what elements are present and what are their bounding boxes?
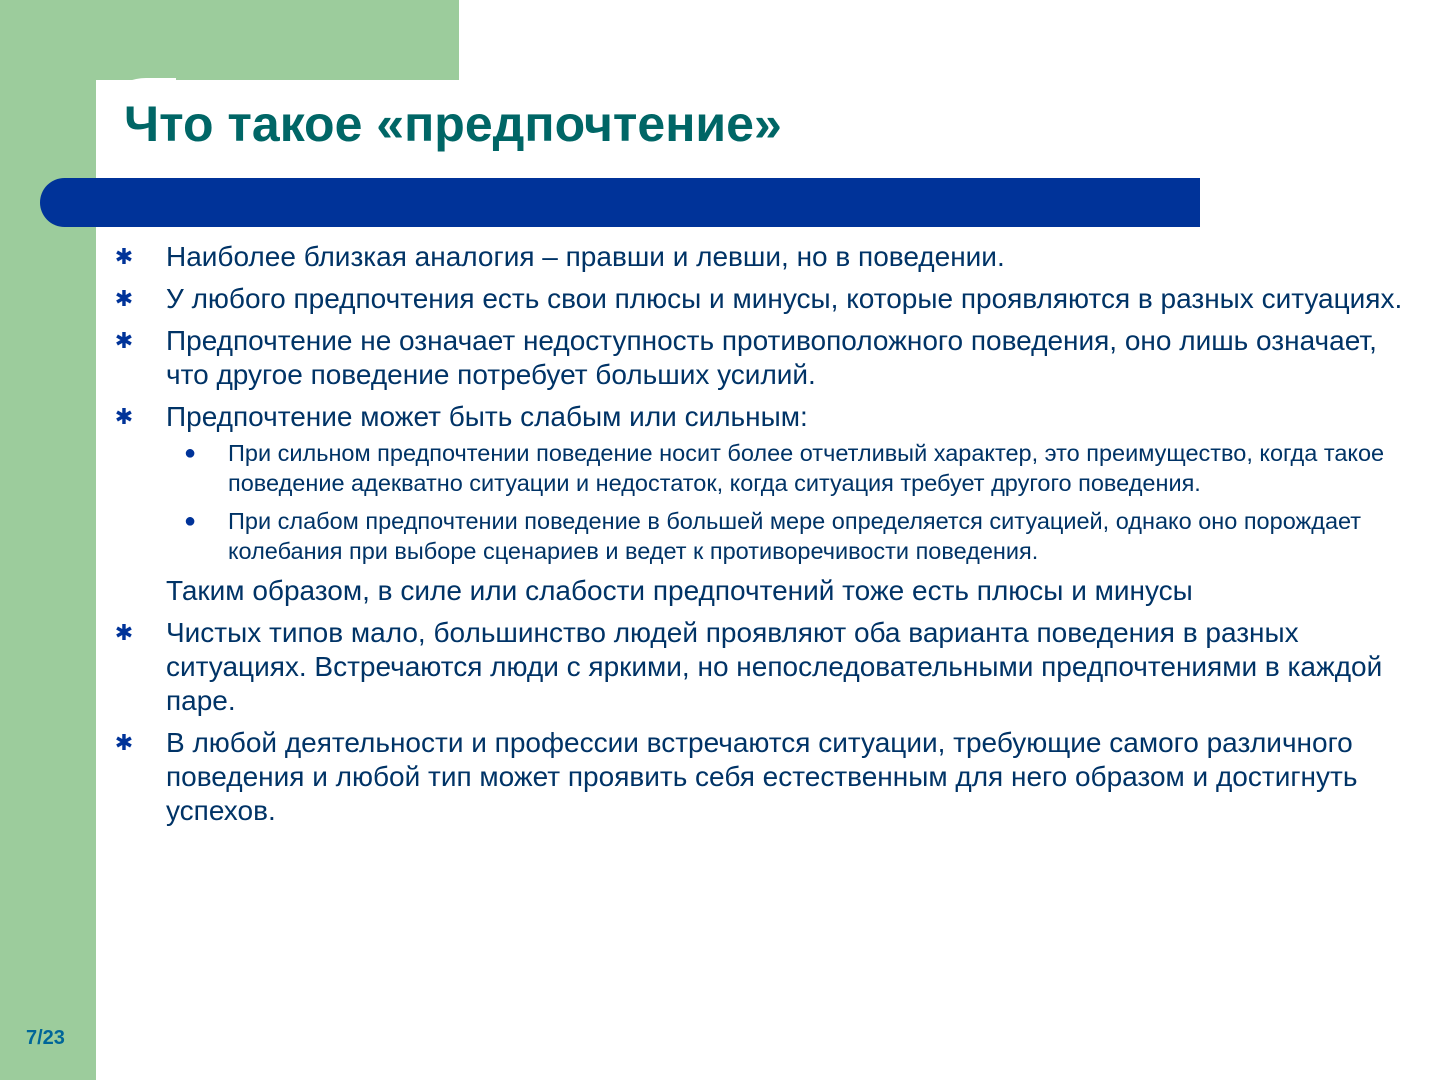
asterisk-icon: ✱ [114,328,134,353]
slide-content [112,240,1412,836]
bullet-text: Предпочтение может быть слабым или сильным: [166,401,808,432]
page-number: 7/23 [26,1027,65,1049]
top-band-background [0,0,459,80]
slide-title: Что такое «предпочтение» [124,96,782,152]
sub-bullet-list [112,438,1412,566]
asterisk-icon: ✱ [114,286,134,311]
title-underline-bar [40,178,1200,227]
bullet-text: У любого предпочтения есть свои плюсы и минусы, которые проявляются в разных ситуациях. [166,283,1403,314]
sidebar-background [0,0,96,1080]
bullet-text: Наиболее близкая аналогия – правши и левши, но в поведении. [166,241,1005,272]
conclusion-text: Таким образом, в силе или слабости предпочтений тоже есть плюсы и минусы [166,575,1193,606]
sub-bullet-item [184,438,1412,498]
bullet-text: Чистых типов мало, большинство людей проявляют оба варианта поведения в разных ситуациях. Встречаются люди с яркими, но непоследовательными предпочтениями в каждой паре. [166,617,1383,716]
bullet-text: Предпочтение не означает недоступность противоположного поведения, оно лишь означает, что другое поведение потребует больших усилий. [166,325,1377,390]
sub-bullet-text: При слабом предпочтении поведение в большей мере определяется ситуацией, однако оно порождает колебания при выборе сценариев и ведет к противоречивости поведения. [228,508,1362,564]
asterisk-icon: ✱ [114,404,134,429]
asterisk-icon: ✱ [114,620,134,645]
sub-bullet-item [184,506,1412,566]
asterisk-icon: ✱ [114,730,134,755]
bullet-item [112,324,1412,392]
bullet-item [112,240,1412,274]
dot-icon: ● [184,442,197,464]
dot-icon: ● [184,510,197,532]
bullet-item [112,726,1412,828]
sub-bullet-text: При сильном предпочтении поведение носит более отчетливый характер, это преимущество, когда такое поведение адекватно ситуации и недостаток, когда ситуация требует другого поведения. [228,440,1385,496]
bullet-item [112,282,1412,316]
bullet-text: В любой деятельности и профессии встречаются ситуации, требующие самого различного поведения и любой тип может проявить себя естественным для него образом и достигнуть успехов. [166,727,1358,826]
bullet-item [112,400,1412,434]
asterisk-icon: ✱ [114,244,134,269]
bullet-item [112,616,1412,718]
